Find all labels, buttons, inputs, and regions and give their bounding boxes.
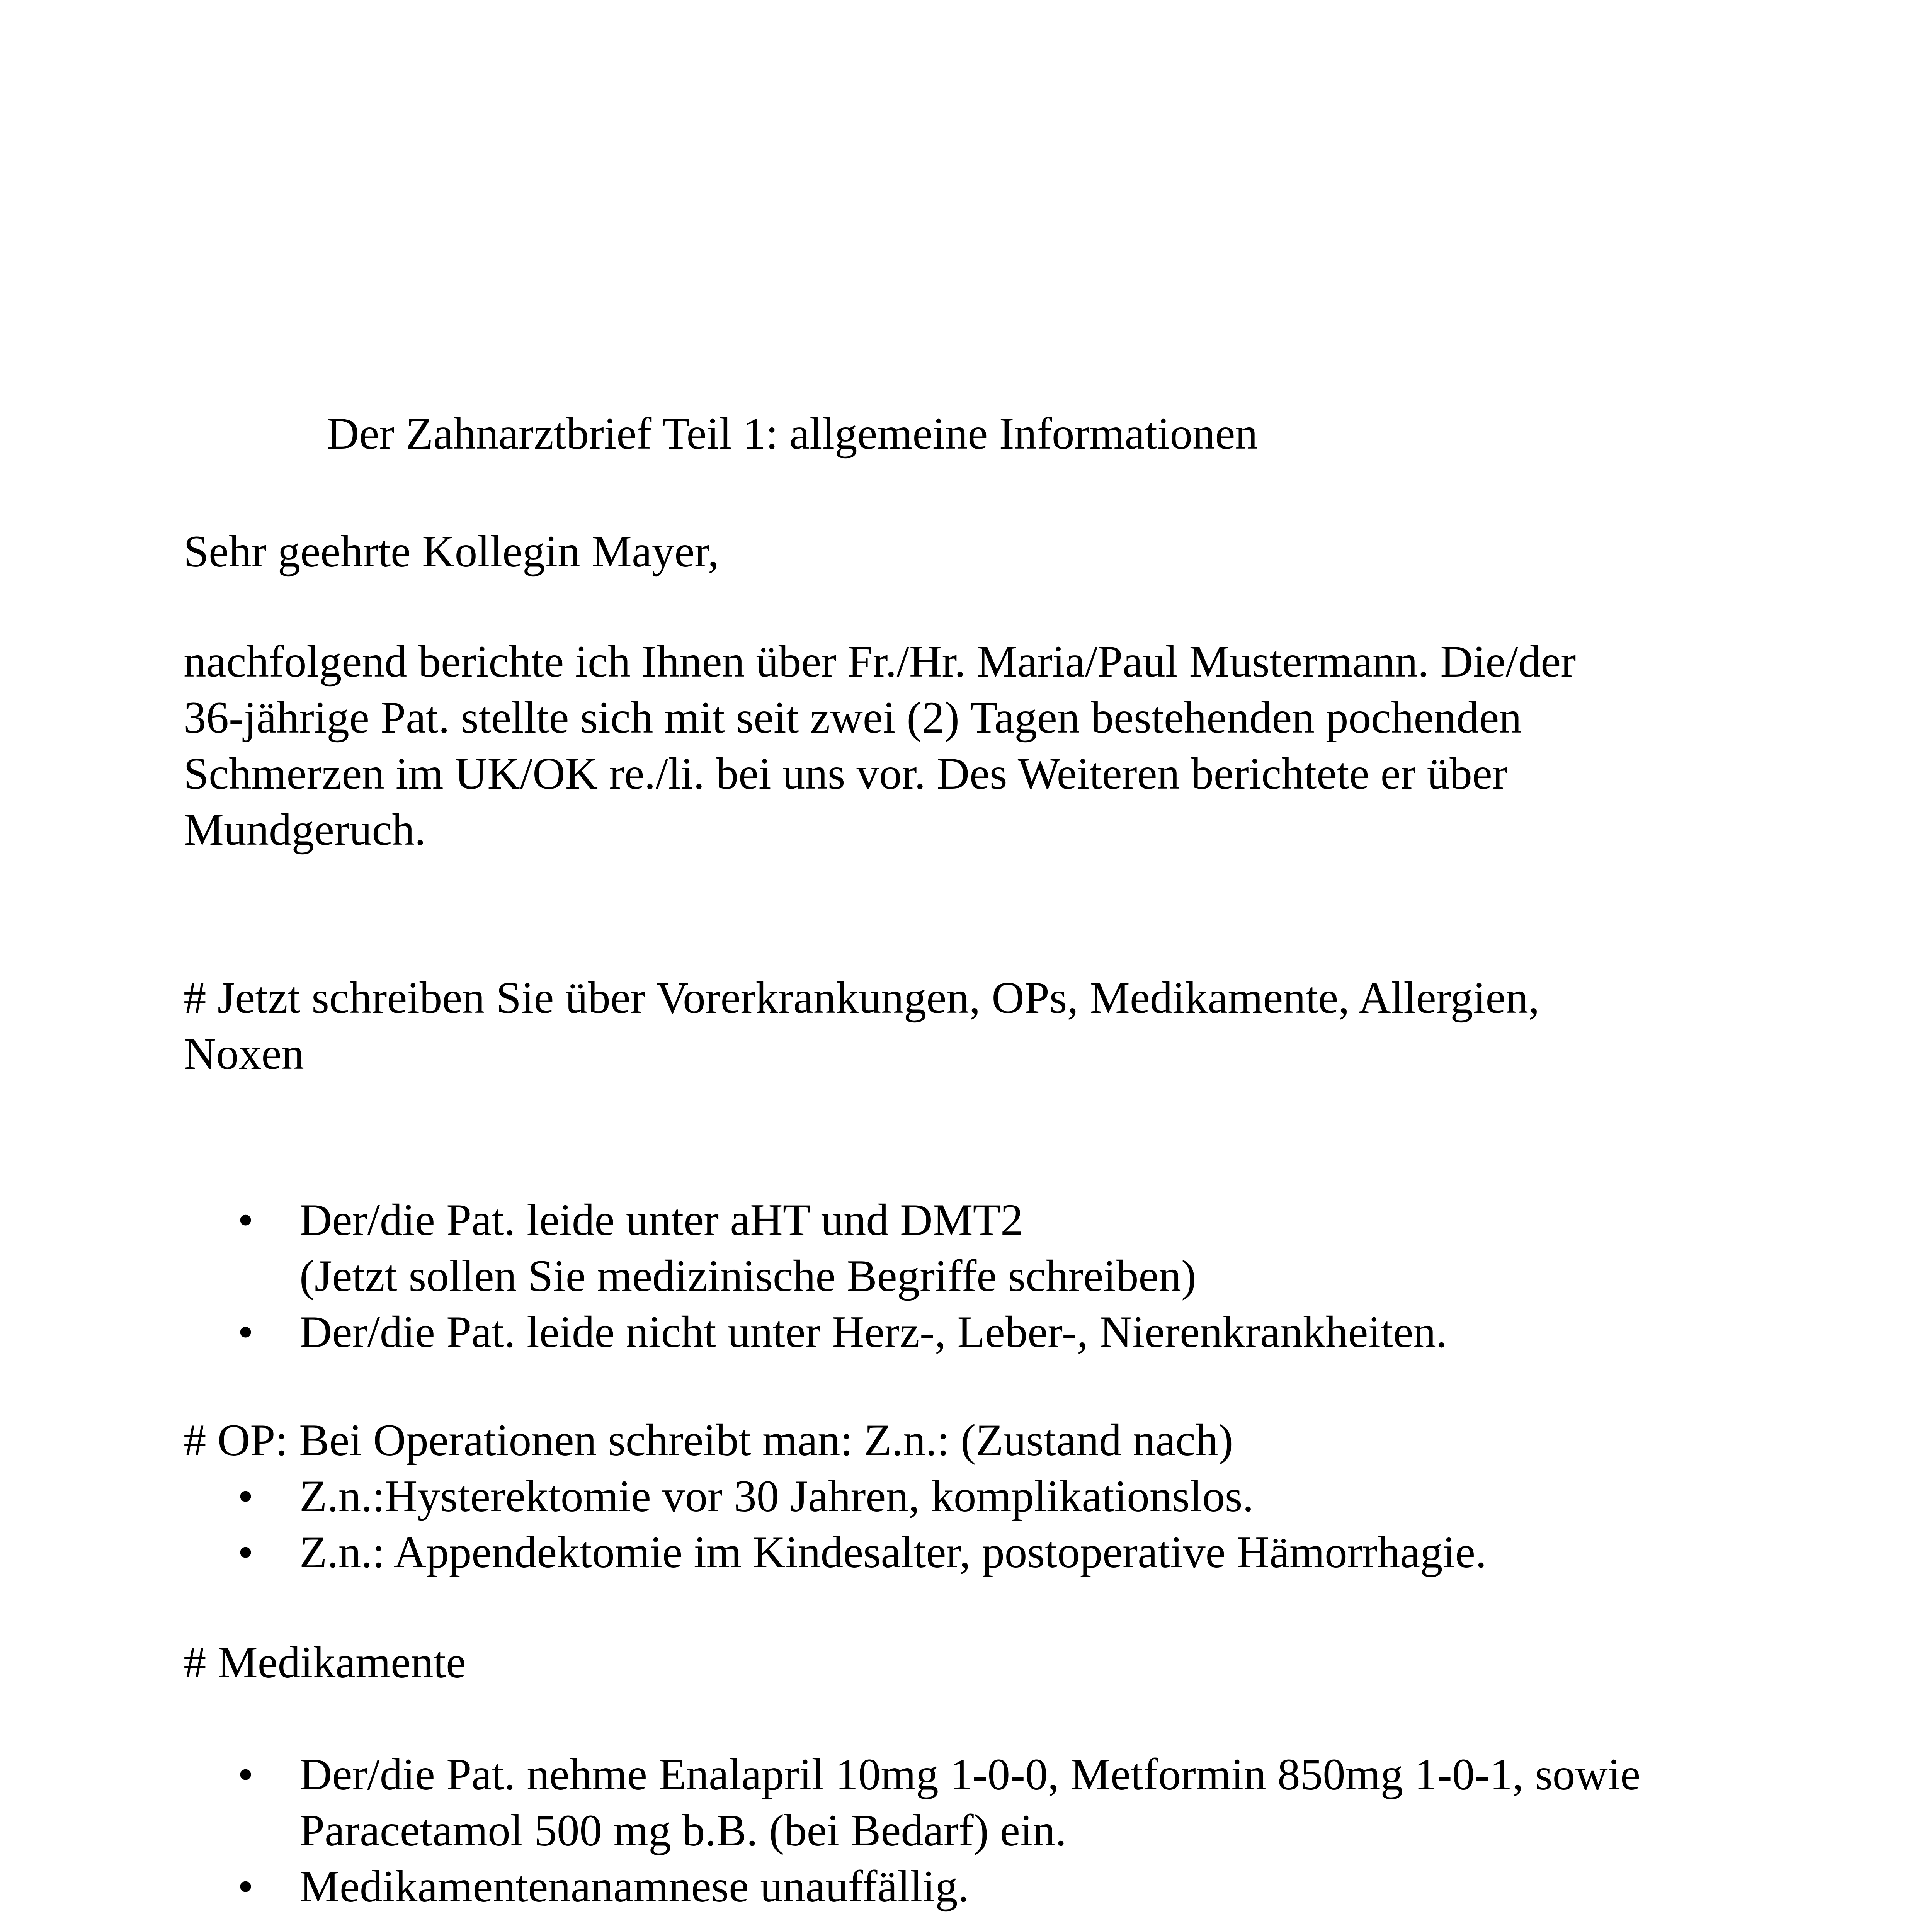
bullet-marker: • bbox=[238, 1750, 253, 1799]
list-item: Der/die Pat. leide unter aHT und DMT2 bbox=[299, 1195, 1023, 1245]
list-item: (Jetzt sollen Sie medizinische Begriffe schreiben) bbox=[299, 1251, 1196, 1301]
salutation: Sehr geehrte Kollegin Mayer, bbox=[184, 527, 719, 577]
list-item: Z.n.: Appendektomie im Kindesalter, postoperative Hämorrhagie. bbox=[299, 1527, 1487, 1577]
list-item: Z.n.:Hysterektomie vor 30 Jahren, komplikationslos. bbox=[299, 1471, 1254, 1521]
section-heading: # Medikamente bbox=[184, 1638, 466, 1687]
section-heading: Noxen bbox=[184, 1029, 304, 1079]
intro-line: Mundgeruch. bbox=[184, 805, 426, 855]
bullet-marker: • bbox=[238, 1471, 253, 1521]
bullet-marker: • bbox=[238, 1527, 253, 1577]
intro-line: 36-jährige Pat. stellte sich mit seit zwei (2) Tagen bestehenden pochenden bbox=[184, 693, 1522, 743]
section-heading: # OP: Bei Operationen schreibt man: Z.n.: (Zustand nach) bbox=[184, 1415, 1233, 1465]
intro-line: Schmerzen im UK/OK re./li. bei uns vor. Des Weiteren berichtete er über bbox=[184, 749, 1507, 799]
bullet-marker: • bbox=[238, 1862, 253, 1912]
intro-line: nachfolgend berichte ich Ihnen über Fr./Hr. Maria/Paul Mustermann. Die/der bbox=[184, 637, 1576, 687]
list-item: Medikamentenanamnese unauffällig. bbox=[299, 1862, 969, 1912]
bullet-marker: • bbox=[238, 1195, 253, 1245]
list-item: Der/die Pat. leide nicht unter Herz-, Leber-, Nierenkrankheiten. bbox=[299, 1307, 1448, 1357]
section-heading: # Jetzt schreiben Sie über Vorerkrankungen, OPs, Medikamente, Allergien, bbox=[184, 973, 1540, 1023]
document-title: Der Zahnarztbrief Teil 1: allgemeine Informationen bbox=[327, 409, 1258, 459]
bullet-marker: • bbox=[238, 1307, 253, 1357]
list-item: Paracetamol 500 mg b.B. (bei Bedarf) ein. bbox=[299, 1806, 1067, 1855]
list-item: Der/die Pat. nehme Enalapril 10mg 1-0-0, Metformin 850mg 1-0-1, sowie bbox=[299, 1750, 1641, 1799]
